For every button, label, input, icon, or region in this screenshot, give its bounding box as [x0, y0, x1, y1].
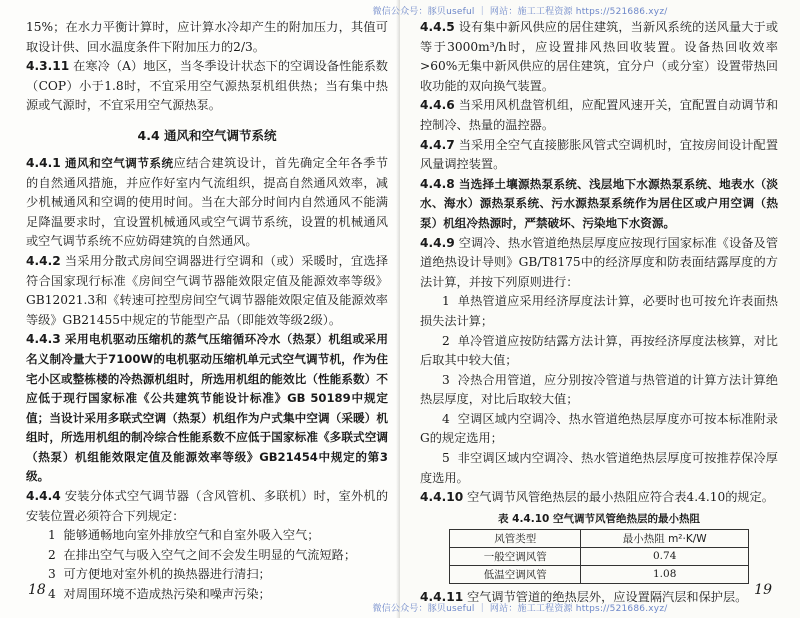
clause-4-4-1 [26, 154, 388, 252]
table-cell: 1.08 [581, 565, 749, 583]
section-heading: 4.4 通风和空气调节系统 [137, 127, 277, 143]
clause-number: 4.4.6 [420, 98, 455, 113]
clause-text: 空气调节管道的绝热层外，应设置隔汽层和保护层。 [467, 589, 748, 604]
clause-number: 4.4.11 [420, 589, 464, 604]
table-cell: 0.74 [581, 547, 749, 565]
continued-paragraph: 15%；在水力平衡计算时，应计算水冷却产生的附加压力，其值可取设计供、回水温度条件下附加压力的2/3。 [26, 20, 388, 54]
list-item [26, 526, 388, 546]
clause-4-3-11 [26, 57, 388, 116]
clause-4-4-10 [420, 488, 778, 508]
item-number: 4 [442, 411, 450, 426]
list-item [26, 565, 388, 585]
clause-4-4-5 [420, 18, 778, 96]
clause-number: 4.4.10 [420, 490, 464, 505]
item-number: 3 [48, 567, 56, 582]
clause-4-4-7 [420, 136, 778, 175]
item-text: 非空调区域内空调冷、热水管道绝热层厚度可按推荐保冷厚度选用。 [420, 451, 778, 485]
table-row [450, 565, 749, 583]
table-cell: 低温空调风管 [450, 565, 581, 583]
item-number: 2 [48, 547, 56, 562]
table-caption: 表 4.4.10 空气调节风管绝热层的最小热阻 [497, 512, 700, 525]
right-page [400, 0, 800, 618]
thermal-resistance-table [449, 529, 749, 584]
table-header-cell: 风管类型 [450, 529, 581, 547]
watermark-top: 微信公众号：豚贝useful ｜ 网站：施工工程资源 https://521686.xyz/ [372, 7, 668, 17]
table-header-row [450, 529, 749, 547]
clause-4-4-6 [420, 96, 778, 135]
list-item [420, 410, 778, 449]
clause-text: 当采用分散式房间空调器进行空调和（或）采暖时，宜选择符合国家现行标准《房间空气调节器能效限定值及能源效率等级》GB12021.3和《转速可控型房间空气调节器能效限定值及能源效率等级》GB21455中规定的节能型产品（即能效等级2级）。 [26, 253, 389, 327]
item-text: 单热管道应采用经济厚度法计算，必要时也可按允许表面热损失法计算； [420, 294, 778, 328]
clause-4-4-4 [26, 487, 388, 526]
table-cell: 一般空调风管 [450, 547, 581, 565]
clause-text: 在寒冷（A）地区，当冬季设计状态下的空调设备性能系数（COP）小于1.8时，不宜采用空气源热泵机组供热；当有集中热源或气源时，不宜采用空气源热泵。 [26, 59, 388, 113]
clause-4-4-9 [420, 234, 778, 293]
clause-bold-text: 当选择土壤源热泵系统、浅层地下水源热泵系统、地表水（淡水、海水）源热泵系统、污水源热泵系统作为居住区或户用空调（热泵）机组冷热源时，严禁破坏、污染地下水资源。 [420, 176, 779, 230]
clause-number: 4.4.8 [420, 176, 455, 191]
clause-text: 空气调节风管绝热层的最小热阻应符合表4.4.10的规定。 [467, 490, 774, 505]
watermark-bottom: 微信公众号：豚贝useful ｜ 网站：施工工程资源 https://521686.xyz/ [372, 604, 668, 614]
list-item [26, 546, 388, 566]
list-item [420, 332, 778, 371]
item-number: 1 [48, 528, 56, 543]
clause-text: 安装分体式空气调节器（含风管机、多联机）时，室外机的安装位置必须符合下列规定： [26, 489, 389, 523]
item-number: 1 [442, 294, 450, 309]
clause-bold-text: 通风和空气调节系统 [65, 155, 174, 170]
clause-number: 4.4.4 [26, 489, 61, 504]
item-number: 2 [442, 333, 450, 348]
item-text: 空调区域内空调冷、热水管道绝热层厚度亦可按本标准附录G的规定选用； [420, 411, 778, 446]
clause-text: 设有集中新风供应的居住建筑，当新风系统的送风量大于或等于3000m³/h时，应设置排风热回收装置。设备热回收效率>60%无集中新风供应的居住建筑，宜分户（或分室）设置带热回收功能的双向换气装置。 [420, 20, 779, 93]
clause-number: 4.3.11 [26, 59, 70, 74]
item-text: 能够通畅地向室外排放空气和自室外吸入空气； [63, 528, 320, 543]
clause-text: 当采用风机盘管机组，应配置风速开关，宜配置自动调节和控制冷、热量的温控器。 [420, 98, 779, 132]
clause-4-4-8 [420, 175, 778, 234]
clause-4-4-2 [26, 252, 388, 330]
page-number: 19 [754, 582, 772, 598]
clause-text: 应结合建筑设计，首先确定全年各季节的自然通风措施，并应作好室内气流组织，提高自然通风效率，减少机械通风和空调的使用时间。当在大部分时间内自然通风不能满足降温要求时，宜设置机械通风或空气调节系统，设置的机械通风或空气调节系统不应妨碍建筑的自然通风。 [26, 155, 389, 249]
table-header-cell: 最小热阻 m²·K/W [581, 529, 749, 547]
item-text: 可方便地对室外机的换热器进行清扫； [63, 567, 271, 582]
item-text: 冷热合用管道，应分别按冷管道与热管道的计算方法计算绝热层厚度，对比后取较大值； [420, 372, 778, 407]
clause-number: 4.4.3 [26, 332, 61, 347]
item-text: 在排出空气与吸入空气之间不会发生明显的气流短路； [63, 547, 357, 562]
item-text: 对周围环境不造成热污染和噪声污染； [63, 587, 271, 602]
clause-4-4-3 [26, 330, 388, 487]
clause-text: 空调冷、热水管道绝热层厚度应按现行国家标准《设备及管道绝热设计导则》GB/T8175中的经济厚度和防表面结露厚度的方法计算，并按下列原则进行： [420, 235, 779, 289]
clause-text: 当采用全空气直接膨胀风管式空调机时，宜按房间设计配置风量调控装置。 [420, 137, 779, 172]
clause-number: 4.4.5 [420, 20, 455, 34]
table-row [450, 547, 749, 565]
list-item [420, 449, 778, 488]
item-number: 4 [48, 587, 56, 602]
list-item [420, 292, 778, 331]
item-text: 单冷管道应按防结露方法计算，再按经济厚度法核算，对比后取其中较大值； [420, 333, 778, 368]
item-number: 5 [442, 451, 450, 466]
clause-bold-text: 采用电机驱动压缩机的蒸气压缩循环冷水（热泵）机组或采用名义制冷量大于7100W的电机驱动压缩机单元式空气调节机，作为住宅小区或整栋楼的冷热源机组时，所选用机组的能效比（性能系数）不应低于现行国家标准《公共建筑节能设计标准》GB 50189中规定值；当设计采用多联式空调（热泵）机组作为户式集中空调（采暖）机组时，所选用机组的制冷综合性能系数不应低于国家标准《多联式空调（热泵）机组能效限定值及能源效率等级》GB21454中规定的第3级。 [26, 332, 388, 484]
clause-number: 4.4.1 [26, 155, 61, 170]
clause-number: 4.4.7 [420, 137, 455, 152]
page-number: 18 [28, 582, 46, 598]
clause-number: 4.4.9 [420, 235, 455, 250]
list-item [420, 371, 778, 410]
clause-number: 4.4.2 [26, 253, 61, 268]
item-number: 3 [442, 372, 450, 387]
